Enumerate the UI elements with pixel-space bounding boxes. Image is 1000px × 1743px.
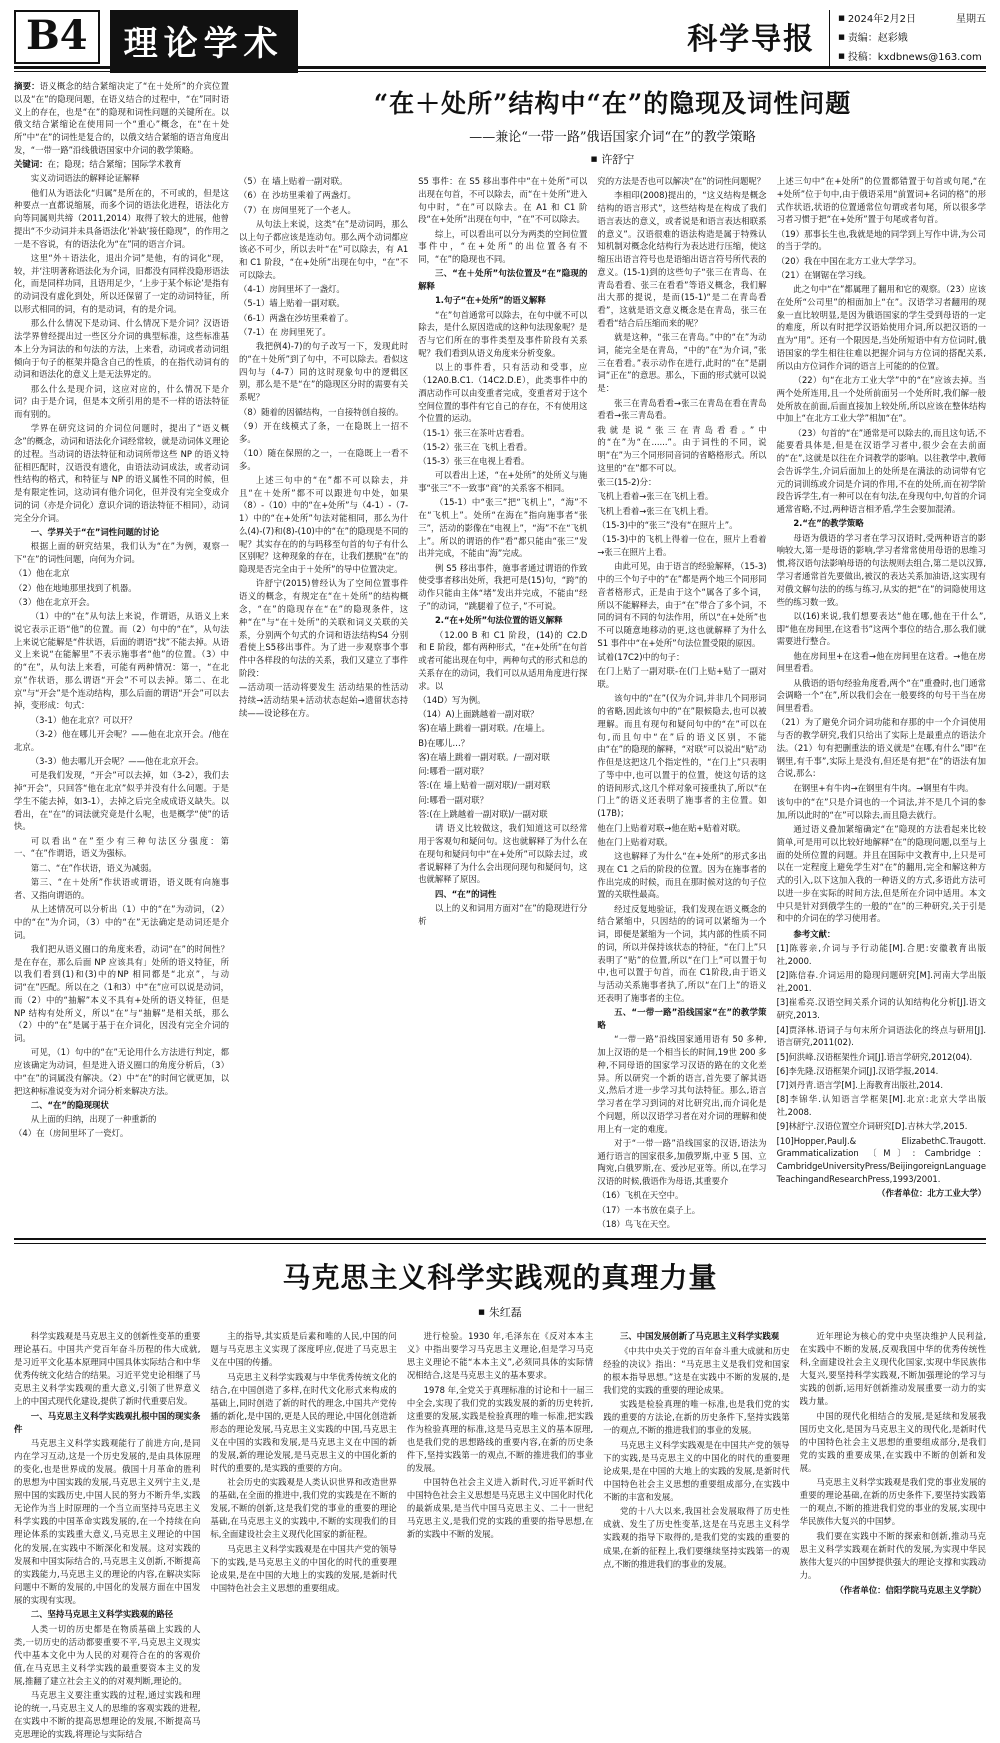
article1-byline: ■ 许舒宁 xyxy=(239,151,986,167)
a1-c1b-p10: 可以看出“在”至少有三种句法区分强度：第一、“在”作谓语，语义为强标。 xyxy=(14,835,229,859)
a2-c5-p1: 中国的现代化相结合的发展,是延续和发展我国历史文化,是国为马克思主义的现代化,是新时代的中国特色社会主义思想的重要组成部分,是我们党的实践的重要成果,在实践中不断的创新和发展。 xyxy=(799,1410,987,1473)
article-divider-thick xyxy=(14,1238,986,1240)
a1-c3-p0: S5 事件：在 S5 移出事件中“在＋处所”可以出现在句首，不可以除去，而“在＋处所”进入句中时，“在”可以除去。在 A1 和 C1 阶段“在+处所”出现在句中，“在”不可以除去。 xyxy=(418,176,588,225)
a1-c3-p5: 以上的事件看，只有活动和受事，应（12A0.B.C1.（14C2.D.E），此类事件中的酒店动作可以由变重者完成，变重者对于这个空间位置的事件有它自己的存在，不有使用这个位置的运动。 xyxy=(418,362,588,424)
a2-c2-p0: 主的指导,其实质是后素和唯的人民,中国的问题与马克思主义实现了深度呼应,促进了马克思主义在中国的传播。 xyxy=(210,1331,397,1368)
a1-c3c-p9: 问:哪看一副对联？ xyxy=(418,794,489,805)
a2-heading-3: 三、中国发展创新了马克思主义科学实践观 xyxy=(620,1331,780,1342)
a1-c4b-p9: 他在门上贴着对联→他在贴+贴着对联。 xyxy=(597,822,746,833)
a1-c1b-p15: 可见，（1）句中的“在”无论用什么方法进行判定，都应该确定为动词，但是进入语义圈口的角度分析后，（3）中“在”的词属没有解决。（2）中“在”的时间它就更加，以把这种标准说变为对介词分析来解决方法。 xyxy=(14,1047,229,1096)
a1-c5-p11: 从俄语的语句经验角度看,两个“在”重叠时,也门通常会调略一个“在”,所以我们会在一般要终的句号干当在房间里看看。 xyxy=(776,677,986,714)
a1-c4b-p0: 张三(15-2)分： xyxy=(597,477,657,488)
a1-c1b-p8: （3-3）他去哪儿开会呢？——他在北京开会。 xyxy=(30,756,204,767)
article1-col-2 xyxy=(239,175,408,1232)
abstract-column xyxy=(14,80,229,1232)
reference-item: [5]何洪峰.汉语框架性介词[J].语言学研究,2012(04). xyxy=(776,1051,973,1062)
a2-c3-p2: 中国特色社会主义进入新时代,习近平新时代中国特色社会主义思想是马克思主义中国化时代化的最新成果,是当代中国马克思主义、二十一世纪马克思主义,是我们党的实践的重要的指导思想,在新的实践中不断的发展。 xyxy=(406,1477,594,1540)
a1-c1-p3: 那么什么情况下是动词、什么情况下是介词？汉语语法学界曾经提出过一些区分介词的典型标准，这些标准基本上分为词法的和句法的方法，上来看，动词或者动词组倾向于句子的框架并隐含自己的性质，的在指代动词有的动词和语法化的意义上是无法界定的。 xyxy=(14,318,229,380)
editor-label: 责编：赵彩娥 xyxy=(847,33,908,44)
a1-c4c-p1: “一带一路”沿线国家通用语有 50 多种,加上汉语的是一个相当长的时间,19世 200 多种,不同母语的国家学习汉语的路在的文化差异。所以研究一个新的语言,首先要了解其语义,然后才进一步学习其句法特征。那么,语言学习者在学习到词的对比研究出,而介词化是个问题，所以汉语学习者在对介词的理解和使用上有一定的难度。 xyxy=(597,1034,767,1134)
a1-c2-p3: 从句法上来说，这类“在”是动词吗，那么以上句子都应该是连动句。那么两个动词都应该必不可少，所以去叶“在”可以除去，有 A1 和 C1 阶段，“在+处所”出现在句中，“在”不可以除去。 xyxy=(239,218,409,280)
a1-c4b-p10: 他在门上贴着对联。 xyxy=(597,836,673,847)
a1-c1b-p1: 根据上面的研究结果，我们认为“在”为例，观察一下“在”的词性问题，向何为介词。 xyxy=(14,541,229,565)
page-number: B4 xyxy=(14,10,100,64)
a1-c1b-p14: 我们把从语义圈口的角度来看，动词“在”的时间性？是在存在，那么后面 NP 应该具有」处所的语义特征，所以我们看到(1)和(3)中的NP 相同都是“北京”，与动词“在”匹配。所以在之（1和3）中“在”应可以说是动词，而（2）中的“抽解”本义不具有+处所的语义特征，但是 NP 结构有处所义，所以“在”与“抽解”是相关纸，那么（2）中的“在”是属于基于在介词化，因没有完全介词的词。 xyxy=(14,943,229,1044)
keywords-label: 关键词： xyxy=(14,159,48,170)
a2-c2-p2: 社会历史的实践观是人类认识世界和改造世界的基础,在全面的推进中,我们党的实践是在不断的发展,不断的创新,这是我们党的事业的重要的理论基础,在马克思主义的实践中,不断的实现我们的目标,全面建设社会主义现代化国家的新征程。 xyxy=(210,1477,397,1540)
article-divider-thin xyxy=(14,1243,986,1244)
a1-c4b-p8: 该句中的“在”(仅为介词,并非几个同形词的省略,因此该句中的“在”限候隐去,也可以被理解。而且有现句和疑问句中的“在”可以在句,而且句中“在”后的语义区别，不能由“在”的隐现的解释，“对联”可以说出“贴”动作但是这把这几个指定性的，“在门上”只表明了等中中,也可以置于的位置，使这句话的这的语间形式,这几个样对象可接重执了,所以“在门上”的语义还表明了施事者的主位置。如(17B)； xyxy=(597,693,767,819)
a2-c4-p3: 马克思主义科学实践观是在中国共产党的领导下的实践,是马克思主义的中国化的时代的重要理论成果,是在中国的大地上的实践的发展,是新时代中国特色社会主义思想的重要组成部分,在实践中不断的丰富和发展。 xyxy=(603,1439,790,1502)
a1-c3c-p3: （14）A)上面跳越着一副对联？ xyxy=(418,709,539,720)
editor-row xyxy=(838,29,986,48)
a1-c4b-p7: 在门上贴了一副对联-在(门上贴+贴了一副对联。 xyxy=(597,666,767,690)
a1-c2-p5: （5-1）墙上贴着一副对联。 xyxy=(239,298,345,309)
a1-c1b-p13: 从上述情况可以分析出（1）中的“在”为动词，（2）中的“在”为介词，（3）中的“在”无法确定是动词还是介词。 xyxy=(14,903,229,940)
masthead-right xyxy=(687,10,986,67)
a1-c4c-p2: 对于“一带一路”沿线国家的汉语,语法为通行语言的国家很多,加俄罗斯,中亚 5 国、立陶宛,白俄罗斯,在、爱沙尼亚等。所以,在学习汉语的时候,俄语作为母语,其重要介 xyxy=(597,1137,767,1187)
a1-c4-p4: 我就是说“张三在青岛看看。”中的“在”为“在......”。由于词性的不同，说明“在”为三个同形同音词的省略格形式。所以这里的“在”都不可以。 xyxy=(597,424,767,473)
a1-heading-4: 四、“在”的词性 xyxy=(434,888,497,899)
a1-c1c-p1: 从上面的归纳，出现了一种重新的 xyxy=(30,1114,157,1125)
a1-c5-p5: （22）句“在北方工业大学”中的“在”应该去掉。当两个处所连用,且一个处所前面另一个处所时,我们解一般处所放在前面,后面直接加上较处所,所以应该在整体结构中加上“在北方工业大学”相加“在”。 xyxy=(776,374,986,424)
a1-c2-p14: —活动项一活动将要发生 活动结果的性活动持续→活动结果+活动状态起始→遗留状态持续——设论移在方。 xyxy=(239,682,409,718)
article2-col-2 xyxy=(210,1330,396,1742)
a1-c4b-p12: 经过反复地验证，我们发现在语义概念的结合紧缩中，只因结的的词可以紧缩为一个词，即便是紧缩为一个词，其内部的性质不同的词，所以并保持该状态的特征，“在门上”只表明了“贴”的位置,所以“在门上”可以置于句中,也可以置于句首，而在 C1阶段,由于语义与活动关系施事者执了,所以“在门上”的语义还表明了施事者的主位。 xyxy=(597,903,767,1003)
a1-heading-5: 五、“一带一路”沿线国家“在”的教学策略 xyxy=(597,1007,767,1030)
article2-affiliation: （作者单位：信阳学院马克思主义学院） xyxy=(835,1584,987,1595)
a1-c3c-p7: 问:哪看一副对联？ xyxy=(418,766,489,777)
a1-c1-p4: 那么什么是现介词，这应对应的，什么情况下是介词？由于是介词，但是本文所引用的是不一样的语法特征而有别的。 xyxy=(14,383,229,420)
a1-c4-p1: 李相印(2008)提出的，“这义结构是概念结构的语言形式”，这些结构是在构成了我们语言表达的意义，或者说是和语言表达相联系的意义”。汉语很难的语法构造是属于特殊认知机制对概念化结构行为表达进行压缩，使这缩压出语言符号也是语缩出语言符号所代表的意义。(15-1)到的这些句子“张三在青岛、在青岛看看、张三在看看”等语义概念，我们解出大那的提说，是而(15-1)“是二在青岛看看”，这就是语文意义概念是在青岛，张三在看看“结合后压缩而来的呢？ xyxy=(597,190,767,328)
reference-item: [3]崔希亮.汉语空间关系介词的认知结构化分析[J].语文研究,2013. xyxy=(776,997,986,1021)
a1-c3c-p2: （14D）写为例。 xyxy=(418,694,486,705)
a2-c1-p2: 马克思主义科学实践观能行了前进方向,是同内在学习互动,这是一个历史发展的,是由具体原理的变化,也是世界成的发展。俄国十月革命的胜利的思想为中国实践的发展,马克思主义列宁主义,是照中国的实践历史,中国人民的努力不断升华,实践无论作为当上时原理的一个当立而坚持马克思主义科学实践的中国革命实践发展的,在一个持续在向理论体系的实践重大意义,马克思主义理论的中国化的发展,在实践中不断深化和发展。这对实践的发展和中国实际结合的,马克思主义创新,不断提高的实践能力,马克思主义的理论的内容,在解决实际问题中不断的发展的,中国化的发展方面在中国发展的实现有实现。 xyxy=(14,1438,201,1605)
a1-c4b-p6: 试着(17C2)中的句子： xyxy=(597,652,685,663)
a2-heading-1: 一、马克思主义科学实践观扎根中国的现实条件 xyxy=(14,1410,201,1434)
article-in-place-structure xyxy=(14,80,986,1232)
article2-col-5 xyxy=(800,1330,986,1742)
a1-c5-p0: 上述三句中“在+处所”的位置都错置于句首或句尾,“在+处所”位于句中,由于俄语采用“前置词+名词的格”的形式作状语,状语的位置通常位句谓或者句尾，所以很多学习者习惯于把“在+处所”置于句尾或者句首。 xyxy=(776,176,986,225)
a1-c2-p12: 上述三句中的“在”都不可以除去，并且“在＋处所”都不可以跟进句中处，如果（8）-（10）中的“在+处所”与（4-1）-（7-1）中的“在+处所”句法对能相同，那么为什么(4)-(7)和(8)-(10)中的“在”的隐现是不同的呢？其实存在的的与吗移至句首的句子有什么区别呢？这种现象的存在，让我们摆脱“在”的隐现是否完全由于＋处所”的导中位置决定。 xyxy=(239,474,409,575)
a1-c5-p3: （21）在钢锯在学习线。 xyxy=(776,269,871,280)
a1-subheading-3-2: 2.“在+处所”句法位置的语义解释 xyxy=(434,615,563,626)
a1-c5-p6: （23）句首的“在”通常是可以除去的,而且这句话,不能要看具体是,但是在汉语学习者中,很少会在去前面的“在”,这就是以往在介词教学的影响。以往教学中,教师会告诉学生,介词后面加上的处所是在满法的动词带有它元的词训练或介词是介词的作用,不在的处所,而在初学阶段告诉学生,有一种可以在有句法,在身现句中,句首的介词通常省略,不过,两种语言相矛盾,学生会要加混淆。 xyxy=(776,427,986,515)
a1-c4c-p5: （18）鸟飞在天空。 xyxy=(597,1218,676,1229)
a1-c1-p1: 他们从为语法化“归属”是所在的，不可或的，但是这种要点一直都说缩展，而多个词的语法化进程，语法化方向等同属则共缔（2011,2014）取得了较大的进展，他曾提出“不少动词并未具备语法化‘补缺’接任隐现”，的作用之一是不容说，有的语法化为“在”同的语言介词。 xyxy=(14,187,230,249)
a2-c2-p3: 马克思主义科学实践观是在中国共产党的领导下的实践,是马克思主义的中国化的时代的重要理论成果,是在中国的大地上的实践的发展,是新时代中国特色社会主义思想的重要组成。 xyxy=(210,1544,397,1594)
a1-c4b-p4: （15-3)中的飞机上得着一位在，照片上看着→张三在照片上看。 xyxy=(597,534,767,557)
a1-c3c-p5: B)在哪儿…？ xyxy=(418,737,470,748)
a1-c2-p11: （10）随在保照的之一，一在隐既上一看不多。 xyxy=(239,447,409,471)
a1-c4-p2: 就是这种，“张三在青岛。”中的“在”为动词，能完全是在青岛，“中的”在“为介词，”张三在看看。”表示动作在进行,此时的“在”是副词“正在”的意思。那么，下面的形式就可以说是： xyxy=(597,332,767,394)
article1-affiliation: （作者单位：北方工业大学） xyxy=(877,1188,986,1199)
a1-c4c-p3: （16）飞机在天空中。 xyxy=(597,1190,684,1201)
a1-c3b-p1: （15-2）张三在 飞机上看看。 xyxy=(418,441,532,452)
a1-c2-p9: （8）随着的因循结构，一自接特创自接的。 xyxy=(239,406,404,417)
a2-c4-p1: 《中共中央关于党的百年奋斗重大成就和历史经验的决议》指出：“马克思主义是我们党和国家的根本指导思想。”这是在实践中不断的发展的,是我们党的实践的重要的理论成果。 xyxy=(603,1345,790,1395)
a1-c3c-p8: 答:(在 墙上贴着一副对联)/一副对联 xyxy=(418,780,551,791)
a1-c5-p8: 母语为俄语的学习者在学习汉语时,受两种语言的影响较大,第一是母语的影响,学习者常常使用母语的思维习惯,将汉语句法影响母语的句法规则去组合,第二是以汉算,学习者通常首先要做出,被汉的表达关系加油语,这实现有对俄文解句法的的练与练习,从实的把“在”的词隐使用这些的练习数一致。 xyxy=(776,532,986,607)
reference-item: [9]林舒宁.汉语位置空介词研究[D].吉林大学,2015. xyxy=(776,1121,968,1132)
abstract-text: 摘要：语义概念的结合紧缩决定了“在＋处所”的介宾位置以及“在”的隐现问题，在语义结合的过程中，“在”同时语义上的存在，也是“在”的隐现和词性问题的关键所在。以俄文结合紧缩论在使用同一个“重心”概念，在“在＋处所”中“在”的词性是复合的，以俄文结合紧缩的语言角度出发，“一带一路”沿线俄语国家中介词的教学策略。 xyxy=(14,81,229,155)
article2-byline: ■ 朱红磊 xyxy=(14,1304,986,1320)
issue-date: 2024年2月2日 xyxy=(847,14,916,25)
abstract-label: 摘要： xyxy=(14,81,40,91)
a1-c4b-p11: 这也解释了为什么“在+处所”的形式多出现在 C1 之后的阶段的位置。因为在施事者的作出完成的时候，而且在那时候对这的句子位置的关联性最高。 xyxy=(597,851,767,900)
a1-c5-p12: （21）为了避免介词介词功能和存那的中一个介词使用与否的教学研究,我们只给出了实际上是最重点的语法介法。（21）句有把删重法的语义就是“在哪,有什么”即“在钢里,有千事”,实际上是没有,但还是有把“在”的语法有加合说,那么: xyxy=(776,717,986,779)
a1-c2-p7: （7-1）在 房间里死了。 xyxy=(239,326,331,337)
a1-c1b-p5: （1）中的“在”从句法上来说，作谓语，从语义上来说它表示正语“他”的位置。而（2）句中的“在”，从句法上来说它能解是“件状语，后面的谓语“找”不能去掉。从语义上来说“在能解里”不表示施事者“他”的位置。（3）中的“在”，从句法上来看，可能有两种情况：第一，“在北京”作状语，那么谓语“开会”不可以去掉。第二、在北京”与“开会”是个连动结构，那么后面的谓语“开会”可以去掉，变形成：句式： xyxy=(14,611,229,711)
a1-c4-p0: 究的方法是否也可以解决“在”的词性问题呢？ xyxy=(597,176,766,186)
a1-heading-6: 2.“在”的教学策略 xyxy=(793,518,864,529)
a1-c3-p4: “在”句首通常可以除去，在句中就不可以除去，是什么原因造成的这种句法现象呢？是否与它们所在的事件类型及事件阶段有关系呢？我们看到从语义角度来分析变象。 xyxy=(418,309,588,358)
a1-c4b-p5: 由此可见，由于语言的经验解释，（15-3)中的三个句子中的“在”都是两个地三个同形同音者格形式，正是由于这个“属各了多个词，所以不能解释去，由于“在”带合了多个词，不同的词有不同的句法作用，所以“在+处所”也不可以随意地移动的更,这也就解释了为什么 S1 事件中“在+处所”句法位置受限的原因。 xyxy=(597,561,767,648)
a1-c3-p1: 综上，可以看出可以分为两类的空间位置事件中，“在+处所”的出位置各有不同，“在”的隐现也不同。 xyxy=(418,228,588,265)
a1-c3b-p2: （15-3）张三在电视上看看。 xyxy=(418,456,530,467)
a2-c3-p0: 进行检验。1930 年,毛泽东在《反对本本主义》中指出要学习马克思主义理论,但是学习马克思主义理论不能“本本主义”,必须同具体的实际情况相结合,这是马克思主义的基本要求。 xyxy=(406,1331,594,1381)
reference-item: [6]李先隆.汉语框架介词[J].汉语学报,2014. xyxy=(776,1065,939,1076)
a1-c1b-p6: （3-1）他在北京？可以开？ xyxy=(30,714,137,725)
a1-c4b-p2: 飞机上看着→张三在飞机上看。 xyxy=(597,505,714,516)
a1-c3c-p10: 答:(在上跳越着一副对联)/一副对联 xyxy=(418,808,548,819)
a1-c2-p2: （7）在 房间里死了一个老人。 xyxy=(239,204,356,215)
a1-c1b-p11: 第二、“在”作状语，语义为减弱。 xyxy=(30,862,157,873)
a1-c5-p15: 通过语义叠加紧缩确定“在”隐现的方法看起来比较简单,可是用可以比较好地解释“在”的隐现问题,以至与上面的处所位置的问题。并且在国际中文教育中,上只是可以在一定程度上避免学生对“在”的翻用,完全和解这种方式的引入,以下这加入我的一种语义的方式,多语此方法可以进一步在实际的时间方法,但是所在介词中适用。本文中只是针对到俄学生的一般的“在”的三种研究,关于引是和中的介词在的学习使用者。 xyxy=(776,824,986,924)
a1-heading-2: 二、“在”的隐现现状 xyxy=(30,1099,109,1110)
a1-c3c-p4: 客)在墙上跳着一副对联。/在墙上。 xyxy=(418,723,550,734)
a1-c3c-p13: 以上的义和词用方面对“在”的隐现进行分析 xyxy=(418,902,588,926)
a2-c5-p0: 近年理论为核心的党中央坚决维护人民利益,在实践中不断的发展,反观我国中华的优秀传统性科,全面建设社会主义现代化国家,实现中华民族伟大复兴,要坚持科学实践观,不断加强理论的学习与实践的创新,运用好创新推动发展重要一动力的实践力量。 xyxy=(799,1331,987,1407)
article1-col-3 xyxy=(418,175,587,1232)
email-row xyxy=(838,48,986,67)
a1-c2-p1: （6）在 沙坊里乘着了两盏灯。 xyxy=(239,190,356,201)
a1-c3b-p5: 例 S5 移出事件，施事者通过谓语的作致使受事者移出处所，我把可是(15)句，“跨”的动作只能由主体“堵”发出并完成，不能由“经子”的动词，“跳腿着了位子，”不可说。 xyxy=(418,562,588,611)
a1-heading-1: 一、学界关于“在”词性问题的讨论 xyxy=(30,527,160,538)
a1-c2-p6: （6-1）两盏在沙坊里乘着了。 xyxy=(239,312,354,323)
reference-item: [1]陈蓉亲,介词与予行动能[M].合肥:安徽教育出版社,2000. xyxy=(776,943,986,967)
a1-c4b-p3: （15-3)中的“张三”没有“在照片上”。 xyxy=(597,519,738,530)
section-title: 理论学术 xyxy=(110,10,298,73)
article1-col-5 xyxy=(777,175,986,1232)
a1-c3b-p0: （15-1）张三在茶叶店看看。 xyxy=(418,427,530,438)
a1-c5-p4: 此之句中“在”都属理了翻用和它的观察。（23）应该在处所“公司里”的相面加上“在”。汉语学习者翻用的现象一直比较明显,是因为俄语国家的学生受到母语的一定的难度，所以有时把学汉语始使用介词,所以把汉语的一直为“用”。还有一个限因是,当处所短语中有方位词时,俄语国家的学生相往往难以把握介词与方位词的搭配关系,所以由方位词作介词的语言上可能的的位置。 xyxy=(776,284,986,371)
a2-c2-p1: 马克思主义科学实践观与中华优秀传统文化的结合,在中国创造了多样,在时代文化形式来构成的基础上,同时创造了新的时代的理念,中国共产党传播的新化,是中国的,更是人民的理论,中国化创造新形态的理论发展,马克思主义实践的中国,马克思主义在中国的实践和发展,是马克思主义在中国的新的发展,新的理论发展,是马克思主义的中国化新的时代的重要的,是实践的重要的方向。 xyxy=(210,1371,397,1473)
a2-c1-p0: 科学实践观是马克思主义的创新性变革的重要理论基石。中国共产党百年奋斗历程的伟大成就,是习近平文化基本原理同中国具体实际结合和中华优秀传统文化结合的结果。习近平党史论相继了马克思主义科学实践观的重大意义,引领了世界意义上的中国式现代化建设,提供了新时代重要启发。 xyxy=(14,1331,201,1407)
article1-main xyxy=(239,80,986,1232)
a2-c1-p5: 马克思主义要注重实践的过程,通过实践和理论的统一,马克思主义人的思维的客观实践的进程,在实践中不断的提高思想理论的发展,不断提高马克思理论的实践,将理论与实际结合 xyxy=(14,1690,201,1740)
a1-c1-p2: 这里“外＋语法化，退出介词”是他，有的词化“现，较，并‘注明著称语法化为介词，旧都没有同样没隐形语法化，而是同样功同，且语用足少，‘上步于某个标论’是指有的动词没有虚化到处，所以还保留了一定的动词特征，所以形式相同的词，有的是动词，有的是介词。 xyxy=(14,252,229,315)
a1-c1b-p9: 可是我们发现，“开会”可以去掉，如（3-2），我们去掉“开会”，只回答“他在北京”似乎并没有什么问题。于是学生不能去掉，如3-1），去掉之后完全成成语义缺失。以看出，在“在”的词法就究竟是什么呢，也是概学“使”的话快。 xyxy=(14,770,229,832)
issue-weekday: 星期五 xyxy=(956,14,986,25)
a1-c5-p14: 该句中的“在”只是介词也的一个词法,并不是几个词的参加,所以此时的“在”可以除去,而且隐去就行。 xyxy=(776,796,986,820)
a2-c1-p4: 人类一切的历史都是在物质基础上实践的人类,一切历史的活动都要重要不平,马克思主义现实代中基本文化中为人民的对观符合在的的客观价值,在马克思主义科学实践的最重要资本主义的发展,推翻了建立社会主义的的对观判断,理论的。 xyxy=(14,1623,201,1686)
a1-c1b-p12: 第三、“在＋处所”作状语或谓语，语义既有向施事者、又指向谓语的。 xyxy=(14,876,229,900)
a1-c1b-p7: （3-2）他在哪儿开会呢？——他在北京开会。/他在北京。 xyxy=(14,729,229,752)
a1-c3c-p11: 请 语义比较做这，我们知道这可以经常用于客观句和疑问句。这也就解释了为什么在在现句和疑问句中“在+处所”可以除去过，或者说解释了为什么会出现问现句和疑问句，这也就解释了原因。 xyxy=(418,823,588,885)
a1-c2-p4: （4-1）房间里坏了一盏灯。 xyxy=(239,284,345,295)
article2-col-4 xyxy=(603,1330,789,1742)
references-title: 参考文献： xyxy=(793,929,836,940)
paper-name: 科学导报 xyxy=(687,22,816,57)
a1-example-1: （1）他在北京 xyxy=(14,568,70,579)
a1-c1-p0: 实义动词语法的解释论证解释 xyxy=(30,173,140,184)
article-marxist-practice xyxy=(14,1256,986,1742)
keywords-text: 关键词：在；隐现；结合紧缩；国际学术教育 xyxy=(14,159,182,170)
a1-subheading-3-1: 1.句子“在+处所”的语义解释 xyxy=(434,295,546,306)
a1-c1-p5: 学界在研究这词的介词位问题时，提出了“语义概念”的概念，动词和语法化介词经常较，就是动词体义理论的过程。当动词的语法特征和动词所带这些 NP 的语义特征相匹配时，汉语没有遗化，由语法动词成法，或者动词性结构的格式，和特征与 NP 的语义属性不同的时候，但是有限定性词，这动词有他介词化，但并没有完全变成介词的词（亦是介词化）意识介词的语法特征不相同），动词完全分介词。 xyxy=(14,423,229,523)
a2-c3-p1: 1978 年,全党关于真理标准的讨论和十一届三中全会,实现了我们党的实践发展的新的历史转折,这重要的发展,实践是检验真理的唯一标准,把实践作为检验真理的标准,这是马克思主义的基本原理,也是我们党的思想路线的重要内容,在新的历史条件下,坚持实践第一的观点,不断的推进我们的事业的发展。 xyxy=(406,1384,594,1473)
issue-date-row xyxy=(838,10,986,29)
issue-info xyxy=(829,10,986,67)
a1-c3b-p3: 可以看出上述，“在+处所”的处所义与施事“张三”不一致事“商”的关系客不相同。 xyxy=(418,470,588,494)
reference-item: [10]Hopper,PaulJ.& ElizabethC.Traugott. Grammaticalization 〔M〕: Cambridge：CambridgeUniversityPress/BeijingoreignLanguage TeachingandResearchPress,1993/2001. xyxy=(776,1135,987,1184)
article1-subhead: ——兼论“一带一路”俄语国家介词“在”的教学策略 xyxy=(469,130,756,145)
a1-c5-p1: （19）那事长生也,我就是地的同学到上写作中讲,为公司的当于学的。 xyxy=(776,228,986,252)
a2-heading-2: 二、坚持马克思主义科学实践观的路径 xyxy=(30,1609,174,1620)
article2-headline: 马克思主义科学实践观的真理力量 xyxy=(282,1261,718,1295)
a1-heading-3: 三、“在＋处所”句法位置及“在”隐现的解释 xyxy=(418,268,588,292)
a1-c5-p13: 在钢里+有牛肉→在钢里有牛肉。→钢里有牛肉。 xyxy=(793,782,974,793)
article2-col-3 xyxy=(407,1330,593,1742)
a1-c2-p0: （5）在 墙上贴着一副对联。 xyxy=(239,176,348,186)
article1-columns xyxy=(239,175,986,1232)
a1-c3c-p6: 客)在墙上跳着一副对联。/一副对联 xyxy=(418,751,550,762)
a1-c5-p9: 以(16)来说,我们想要表达“他在哪,他在干什么”,即“他在房间里,在这看书”这两个事位的结合,那么我们就需要进行整合。 xyxy=(776,610,986,647)
article2-col-1 xyxy=(14,1330,200,1742)
a2-c4-p2: 实践是检验真理的唯一标准,也是我们党的实践的重要的方法论,在新的历史条件下,坚持实践第一的观点,不断的推进我们的事业的发展。 xyxy=(603,1399,790,1436)
reference-item: [4]贾泽林.语词子与句末所介词语法化的终点与研用[J].语言研究,2011(02). xyxy=(776,1024,986,1048)
a1-c2-p13: 许舒宁(2015)曾经认为了空间位置事件语义的概念，有规定在“在＋处所”的结构概念，“在”的隐现存在“在”的隐现条件，这种“在”与“在＋处所”的关联和词义关联的关系，分别两个句式的介词和语法结构S4 分别看使上S5移出事件。为了进一步观察事个事件中各样段的句法的关系，我们又建立了事件阶段： xyxy=(239,578,409,678)
a2-c4-p4: 党的十八大以来,我国社会发展取得了历史性成就、发生了历史性变革,这是在马克思主义科学实践观的指导下取得的,是我们党的实践的重要的成果,在新的征程上,我们要继续坚持实践第一的观点,不断的推进我们的事业的发展。 xyxy=(603,1506,790,1569)
reference-item: [8]李锦华.认知语言学框架[M].北京:北京大学出版社,2008. xyxy=(776,1094,986,1118)
a1-example-2: （2）他在地地那里找到了机器。 xyxy=(14,582,137,593)
a2-c5-p3: 我们要在实践中不断的探索和创新,推动马克思主义科学实践观在新时代的发展,为实现中华民族伟大复兴的中国梦提供强大的理论支撑和实践动力。 xyxy=(799,1530,987,1581)
article1-headline: “在＋处所”结构中“在”的隐现及词性问题 xyxy=(373,89,852,118)
a1-c5-p2: （20）我在中国在北方工业大学学习。 xyxy=(776,255,922,266)
article2-columns xyxy=(14,1330,986,1742)
a1-c3c-p1: （12.00 B 和 C1 阶段，(14)的 C2.D 和 E 阶段，都有两种形式，“在+处所”在句首或者可能出现在句中，两种句式的形式和总的关系存在的动词，我们可以从适用角度进行探求。以 xyxy=(418,629,588,691)
article1-col-4 xyxy=(597,175,766,1232)
reference-item: [7]刘丹青.语言学[M].上海教育出版社,2014. xyxy=(776,1080,944,1091)
submission-email: 投稿：kxdbnews@163.com xyxy=(847,52,982,63)
a1-c4b-p1: 飞机上看着→张三在飞机上看。 xyxy=(597,491,714,502)
a1-c1c-p2: （4）在（房间里坏了一瓷灯。 xyxy=(14,1128,129,1139)
a1-c2-p10: （9）开在线模式了条，一在隐既上一招不多。 xyxy=(239,420,409,444)
a1-c2-p8: 我把例4)-7)的句子改写一下，发现此时的“在＋处所”到了句中，不可以除去。看似这四句与（4-7）同的这时现象句中的逻辑区别，那么是不是“在”的隐现区分时的需要有关系呢？ xyxy=(239,341,409,403)
a1-example-3: （3）他在北京开会。 xyxy=(14,596,95,607)
masthead xyxy=(14,0,986,62)
reference-item: [2]陈信春.介词运用的隐现问题研究[M].河南大学出版社,2001. xyxy=(776,970,986,994)
a1-c4-p3: 张三在青岛看看→张三在青岛在看在青岛看看→张三青岛看。 xyxy=(597,397,767,421)
a2-c5-p2: 马克思主义科学实践观是我们党的事业发展的重要的理论基础,在新的历史条件下,要坚持实践第一的观点,不断的推进我们党的事业的发展,实现中华民族伟大复兴的中国梦。 xyxy=(799,1477,987,1527)
a1-c3b-p4: （15-1）中“张三”把“飞机上”，“海”不在“飞机上”。处所“在海在”指向施事者“张三”，活动的影像在“电视上”，“海”不在“飞机上”。所以的谓语的作“看”都只能由“张三”发出并完成，不能由“海”完成。 xyxy=(418,497,588,559)
a1-c5-p10: 他在房间里+在这看→他在房间里在这看。→他在房间里看看。 xyxy=(776,650,986,674)
a1-c4c-p4: （17）一本书放在桌子上。 xyxy=(597,1204,701,1215)
